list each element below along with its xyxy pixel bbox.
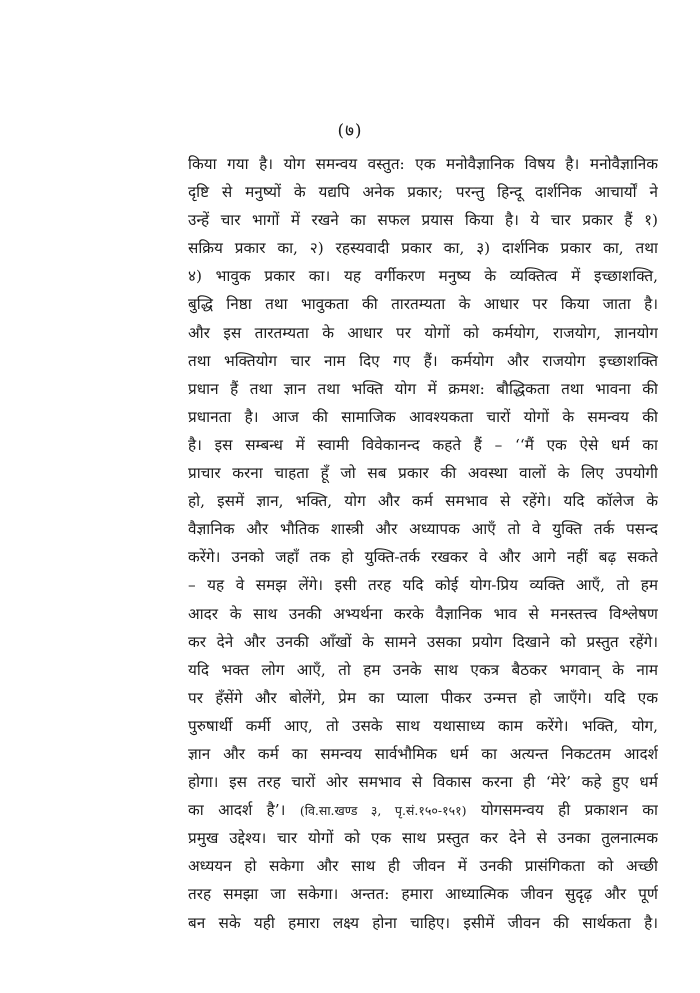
text-line: तरह समझा जा सकेगा। अन्तत: हमारा आध्यात्मिक जीवन सुदृढ़ और पूर्ण	[188, 885, 658, 904]
text-line: प्रधान हैं तथा ज्ञान तथा भक्ति योग में क्रमश: बौद्धिकता तथा भावना की	[188, 379, 658, 398]
text-line: प्रमुख उद्देश्य। चार योगों को एक साथ प्रस्तुत कर देने से उनका तुलनात्मक	[188, 829, 658, 848]
text-line: अध्ययन हो सकेगा और साथ ही जीवन में उनकी प्रासंगिकता को अच्छी	[188, 857, 658, 876]
text-line: तथा भक्तियोग चार नाम दिए गए हैं। कर्मयोग और राजयोग इच्छाशक्ति	[188, 351, 658, 370]
text-line: प्राचार करना चाहता हूँ जो सब प्रकार की अवस्था वालों के लिए उपयोगी	[188, 464, 658, 483]
text-line: ज्ञान और कर्म का समन्वय सार्वभौमिक धर्म का अत्यन्त निकटतम आदर्श	[188, 744, 658, 763]
body-paragraph	[188, 150, 658, 937]
text-line: कर देने और उनकी आँखों के सामने उसका प्रयोग दिखाने को प्रस्तुत रहेंगे।	[188, 632, 658, 651]
text-line: है। इस सम्बन्ध में स्वामी विवेकानन्द कहते हैं – ‘‘मैं एक ऐसे धर्म का	[188, 435, 658, 454]
text-line: ४) भावुक प्रकार का। यह वर्गीकरण मनुष्य के व्यक्तित्व में इच्छाशक्ति,	[188, 267, 658, 286]
text-line: उन्हें चार भागों में रखने का सफल प्रयास किया है। ये चार प्रकार हैं १)	[188, 211, 658, 230]
text-line: वैज्ञानिक और भौतिक शास्त्री और अध्यापक आएँ तो वे युक्ति तर्क पसन्द	[188, 520, 658, 539]
text-line: प्रधानता है। आज की सामाजिक आवश्यकता चारों योगों के समन्वय की	[188, 407, 658, 426]
text-line: और इस तारतम्यता के आधार पर योगों को कर्मयोग, राजयोग, ज्ञानयोग	[188, 323, 658, 342]
text-line: दृष्टि से मनुष्यों के यद्यपि अनेक प्रकार; परन्तु हिन्दू दार्शनिक आचार्यों ने	[188, 183, 658, 202]
text-line: करेंगे। उनको जहाँ तक हो युक्ति-तर्क रखकर वे और आगे नहीं बढ़ सकते	[188, 548, 658, 567]
text-line: होगा। इस तरह चारों ओर समभाव से विकास करना ही ‘मेरे’ कहे हुए धर्म	[188, 773, 658, 792]
page-number: (७)	[337, 121, 363, 141]
text-line: आदर के साथ उनकी अभ्यर्थना करके वैज्ञानिक भाव से मनस्तत्त्व विश्लेषण	[188, 604, 658, 623]
text-line: पुरुषार्थी कर्मी आए, तो उसके साथ यथासाध्य काम करेंगे। भक्ति, योग,	[188, 716, 658, 735]
text-line: बुद्धि निष्ठा तथा भावुकता की तारतम्यता के आधार पर किया जाता है।	[188, 295, 658, 314]
text-line: पर हँसेंगे और बोलेंगे, प्रेम का प्याला पीकर उन्मत्त हो जाएँगे। यदि एक	[188, 688, 658, 707]
text-segment: योगसमन्वय ही प्रकाशन का	[466, 801, 658, 820]
text-line-with-reference	[188, 796, 658, 824]
text-line: सक्रिय प्रकार का, २) रहस्यवादी प्रकार का, ३) दार्शनिक प्रकार का, तथा	[188, 239, 658, 258]
text-segment: का आदर्श है’।	[188, 801, 300, 820]
text-line: बन सके यही हमारा लक्ष्य होना चाहिए। इसीमें जीवन की सार्थकता है।	[188, 913, 658, 932]
citation-reference: (वि.सा.खण्ड ३, पृ.सं.१५०-१५१)	[299, 803, 467, 819]
text-line: – यह वे समझ लेंगे। इसी तरह यदि कोई योग-प्रिय व्यक्ति आएँ, तो हम	[188, 576, 658, 595]
text-line: किया गया है। योग समन्वय वस्तुत: एक मनोवैज्ञानिक विषय है। मनोवैज्ञानिक	[188, 155, 658, 173]
text-line: यदि भक्त लोग आएँ, तो हम उनके साथ एकत्र बैठकर भगवान् के नाम	[188, 660, 658, 679]
text-line: हो, इसमें ज्ञान, भक्ति, योग और कर्म समभाव से रहेंगे। यदि कॉलेज के	[188, 492, 658, 511]
